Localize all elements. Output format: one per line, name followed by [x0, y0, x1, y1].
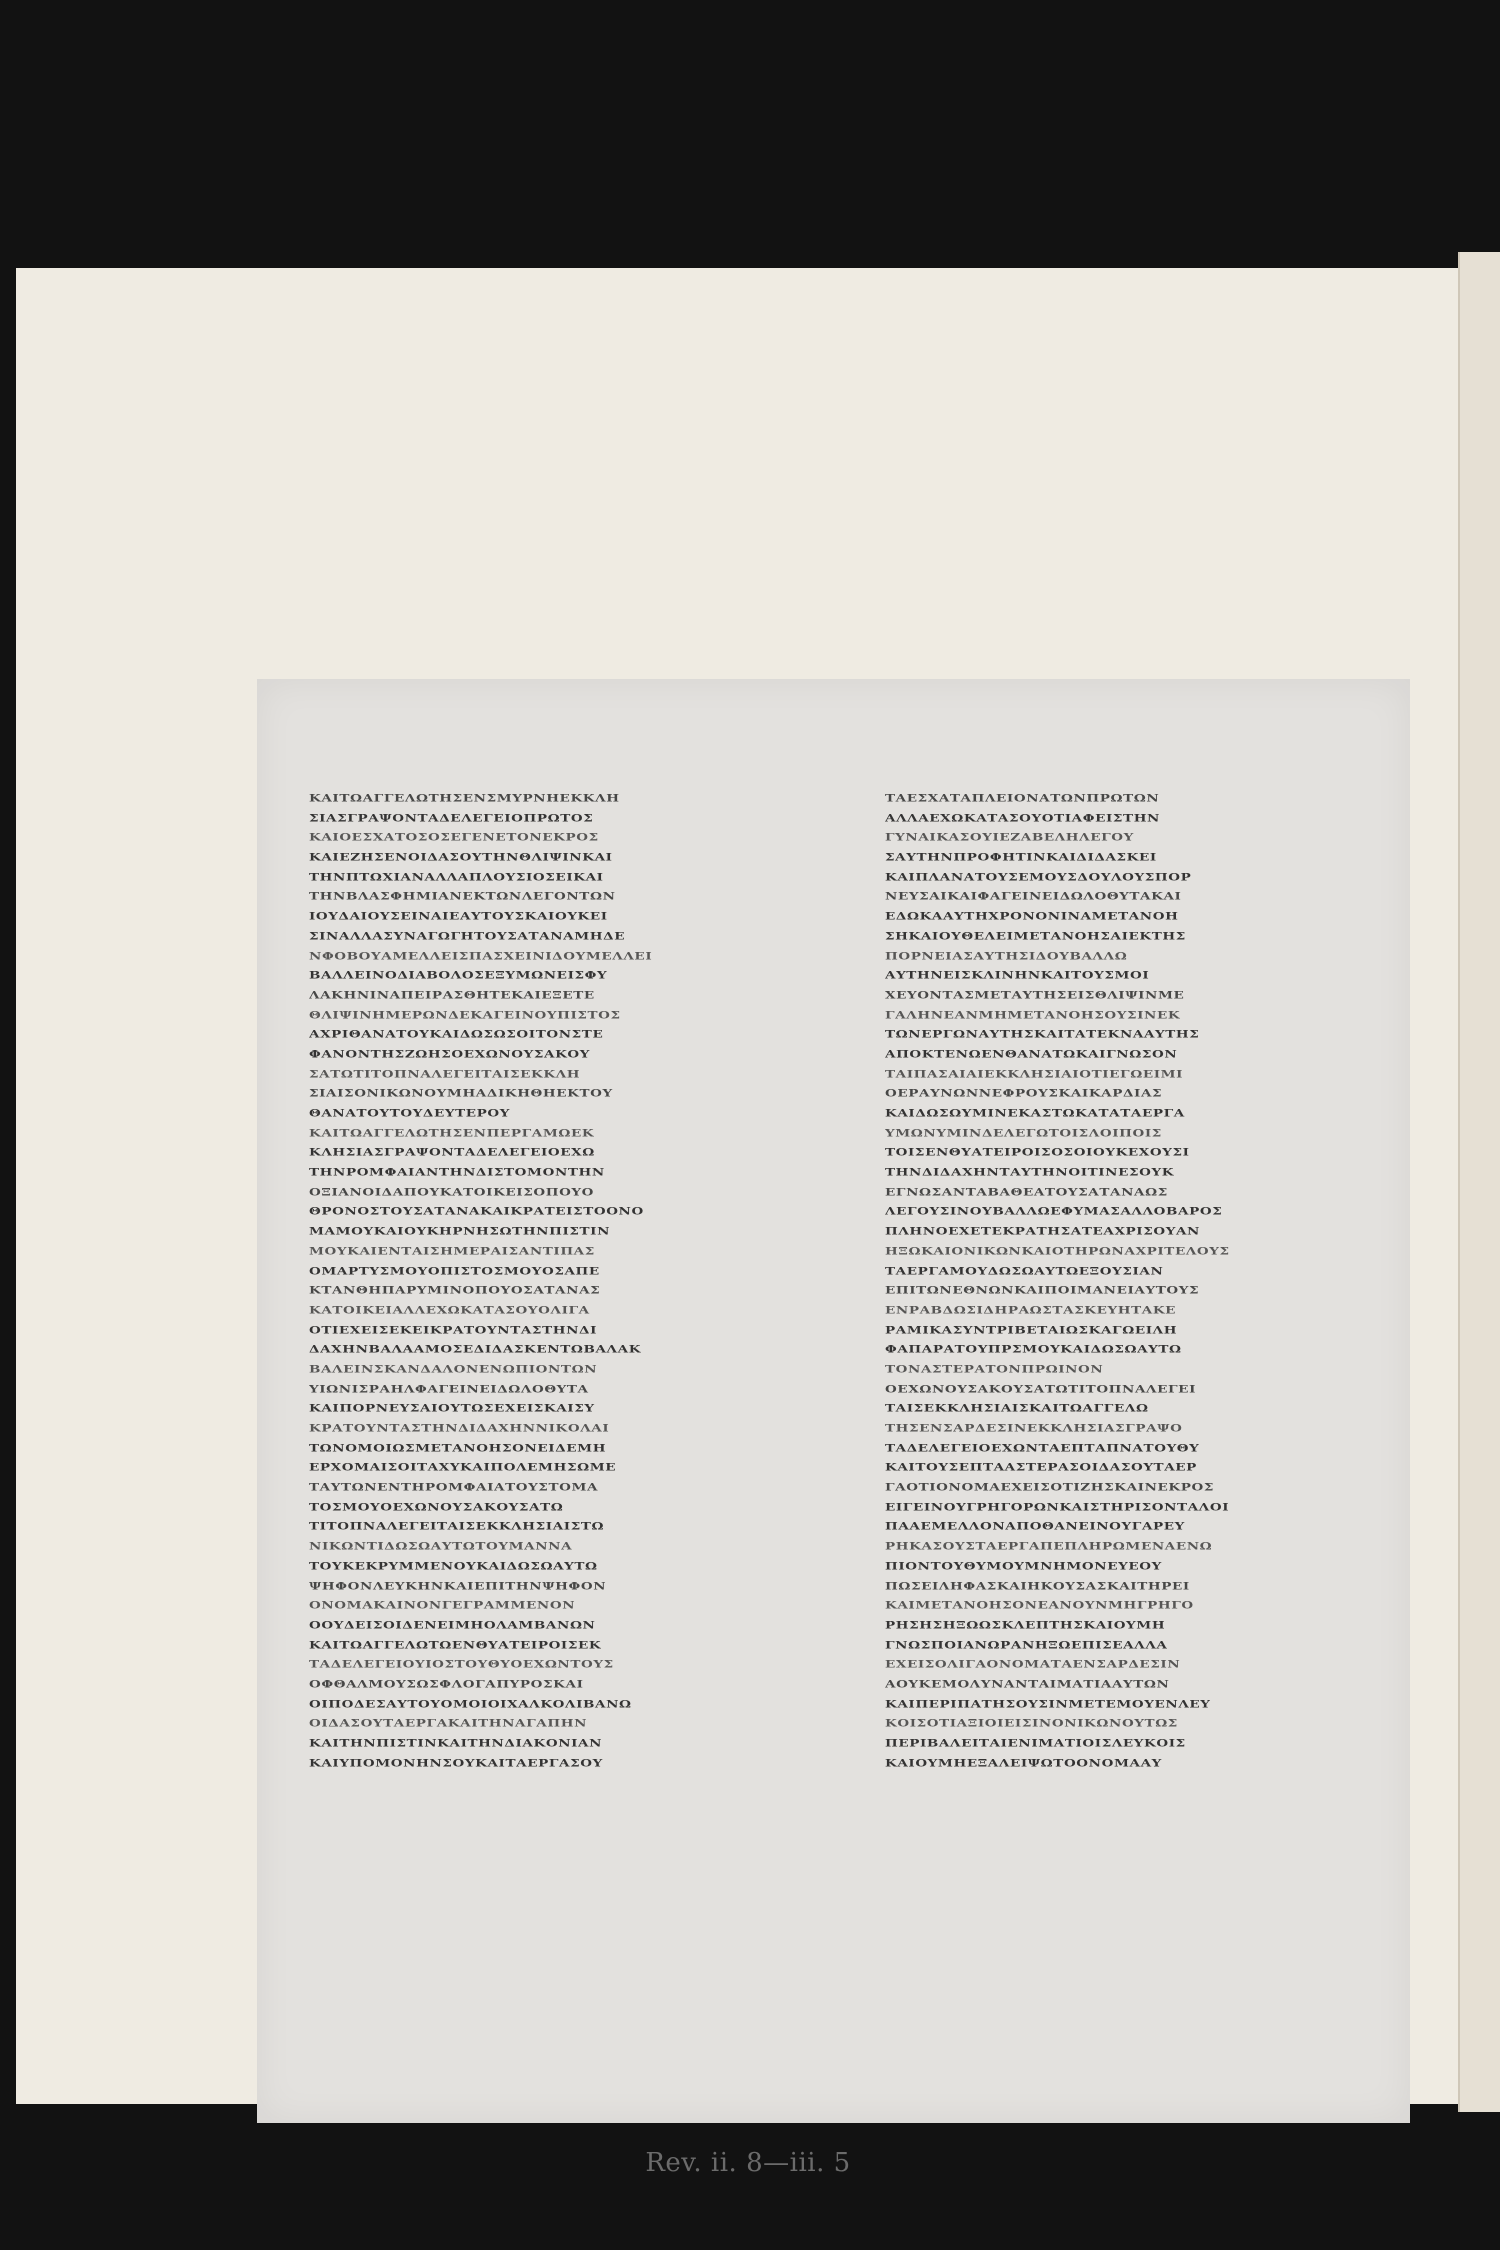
manuscript-line: ΚΑΙΤΩΑΓΓΕΛΩΤΗΣΕΝΠΕΡΓΑΜΩΕΚ	[309, 1126, 595, 1140]
manuscript-line: ΚΑΙΥΠΟΜΟΝΗΝΣΟΥΚΑΙΤΑΕΡΓΑΣΟΥ	[309, 1756, 603, 1770]
manuscript-line: ΤΟΝΑΣΤΕΡΑΤΟΝΠΡΩΙΝΟΝ	[885, 1362, 1104, 1376]
manuscript-line: ΟΞΙΑΝΟΙΔΑΠΟΥΚΑΤΟΙΚΕΙΣΟΠΟΥΟ	[309, 1185, 595, 1199]
manuscript-line: ΒΑΛΕΙΝΣΚΑΝΔΑΛΟΝΕΝΩΠΙΟΝΤΩΝ	[309, 1362, 598, 1376]
manuscript-line: ΛΑΚΗΝΙΝΑΠΕΙΡΑΣΘΗΤΕΚΑΙΕΞΕΤΕ	[309, 988, 595, 1002]
manuscript-line: ΤΟΙΣΕΝΘΥΑΤΕΙΡΟΙΣΟΣΟΙΟΥΚΕΧΟΥΣΙ	[885, 1146, 1190, 1159]
manuscript-line: ΣΙΝΑΛΛΑΣΥΝΑΓΩΓΗΤΟΥΣΑΤΑΝΑΜΗΔΕ	[309, 929, 626, 943]
manuscript-line: ΕΙΓΕΙΝΟΥΓΡΗΓΟΡΩΝΚΑΙΣΤΗΡΙΣΟΝΤΑΛΟΙ	[885, 1500, 1230, 1514]
manuscript-line: ΠΑΑΕΜΕΛΛΟΝΑΠΟΘΑΝΕΙΝΟΥΓΑΡΕΥ	[885, 1520, 1185, 1533]
manuscript-line: ΚΑΤΟΙΚΕΙΑΛΛΕΧΩΚΑΤΑΣΟΥΟΛΙΓΑ	[309, 1303, 590, 1317]
manuscript-line: ΚΑΙΠΕΡΙΠΑΤΗΣΟΥΣΙΝΜΕΤΕΜΟΥΕΝΛΕΥ	[885, 1697, 1211, 1711]
manuscript-line: ΤΑΥΤΩΝΕΝΤΗΡΟΜΦΑΙΑΤΟΥΣΤΟΜΑ	[309, 1481, 599, 1494]
manuscript-line: ΤΗΝΒΛΑΣΦΗΜΙΑΝΕΚΤΩΝΛΕΓΟΝΤΩΝ	[309, 890, 616, 903]
plate-caption: Rev. ii. 8—iii. 5	[645, 2148, 851, 2178]
manuscript-line: ΚΤΑΝΘΗΠΑΡΥΜΙΝΟΠΟΥΟΣΑΤΑΝΑΣ	[309, 1284, 601, 1297]
manuscript-line: ΚΑΙΤΗΝΠΙΣΤΙΝΚΑΙΤΗΝΔΙΑΚΟΝΙΑΝ	[309, 1736, 603, 1750]
manuscript-line: ΕΧΕΙΣΟΛΙΓΑΟΝΟΜΑΤΑΕΝΣΑΡΔΕΣΙΝ	[885, 1658, 1181, 1671]
manuscript-line: ΙΟΥΔΑΙΟΥΣΕΙΝΑΙΕΑΥΤΟΥΣΚΑΙΟΥΚΕΙ	[309, 910, 608, 923]
manuscript-line: ΝΕΥΣΑΙΚΑΙΦΑΓΕΙΝΕΙΔΩΛΟΘΥΤΑΚΑΙ	[885, 890, 1182, 903]
manuscript-line: ΜΟΥΚΑΙΕΝΤΑΙΣΗΜΕΡΑΙΣΑΝΤΙΠΑΣ	[309, 1244, 595, 1258]
manuscript-line: ΟΕΧΩΝΟΥΣΑΚΟΥΣΑΤΩΤΙΤΟΠΝΑΛΕΓΕΙ	[885, 1382, 1196, 1396]
manuscript-line: ΚΑΙΟΥΜΗΕΞΑΛΕΙΨΩΤΟΟΝΟΜΑΑΥ	[885, 1756, 1162, 1770]
manuscript-line: ΤΙΤΟΠΝΑΛΕΓΕΙΤΑΙΣΕΚΚΛΗΣΙΑΙΣΤΩ	[309, 1520, 605, 1533]
manuscript-line: ΟΤΙΕΧΕΙΣΕΚΕΙΚΡΑΤΟΥΝΤΑΣΤΗΝΔΙ	[309, 1323, 597, 1336]
manuscript-line: ΘΑΝΑΤΟΥΤΟΥΔΕΥΤΕΡΟΥ	[309, 1106, 511, 1120]
manuscript-line: ΑΥΤΗΝΕΙΣΚΛΙΝΗΝΚΑΙΤΟΥΣΜΟΙ	[885, 969, 1150, 982]
manuscript-line: ΚΑΙΠΛΑΝΑΤΟΥΣΕΜΟΥΣΔΟΥΛΟΥΣΠΟΡ	[885, 870, 1192, 884]
manuscript-line: ΣΗΚΑΙΟΥΘΕΛΕΙΜΕΤΑΝΟΗΣΑΙΕΚΤΗΣ	[885, 929, 1186, 943]
manuscript-line: ΚΛΗΣΙΑΣΓΡΑΨΟΝΤΑΔΕΛΕΓΕΙΟΕΧΩ	[309, 1146, 595, 1159]
manuscript-line: ΣΙΑΣΓΡΑΨΟΝΤΑΔΕΛΕΓΕΙΟΠΡΩΤΟΣ	[309, 811, 594, 825]
manuscript-facsimile-plate	[257, 679, 1410, 2123]
adjacent-page-edge	[1458, 252, 1500, 2112]
manuscript-line: ΘΡΟΝΟΣΤΟΥΣΑΤΑΝΑΚΑΙΚΡΑΤΕΙΣΤΟΟΝΟ	[309, 1205, 644, 1218]
manuscript-line: ΚΑΙΜΕΤΑΝΟΗΣΟΝΕΑΝΟΥΝΜΗΓΡΗΓΟ	[885, 1599, 1194, 1612]
manuscript-line: ΥΙΩΝΙΣΡΑΗΛΦΑΓΕΙΝΕΙΔΩΛΟΘΥΤΑ	[309, 1382, 589, 1396]
manuscript-line: ΡΗΣΗΣΗΞΩΩΣΚΛΕΠΤΗΣΚΑΙΟΥΜΗ	[885, 1618, 1166, 1632]
manuscript-line: ΤΑΔΕΛΕΓΕΙΟΥΙΟΣΤΟΥΘΥΟΕΧΩΝΤΟΥΣ	[309, 1658, 614, 1671]
manuscript-line: ΟΝΟΜΑΚΑΙΝΟΝΓΕΓΡΑΜΜΕΝΟΝ	[309, 1599, 576, 1612]
manuscript-line: ΚΑΙΠΟΡΝΕΥΣΑΙΟΥΤΩΣΕΧΕΙΣΚΑΙΣΥ	[309, 1402, 595, 1415]
manuscript-line: ΕΝΡΑΒΔΩΣΙΔΗΡΑΩΣΤΑΣΚΕΥΗΤΑΚΕ	[885, 1303, 1177, 1317]
manuscript-line: ΤΗΣΕΝΣΑΡΔΕΣΙΝΕΚΚΛΗΣΙΑΣΓΡΑΨΟ	[885, 1421, 1183, 1435]
manuscript-line: ΛΕΓΟΥΣΙΝΟΥΒΑΛΛΩΕΦΥΜΑΣΑΛΛΟΒΑΡΟΣ	[885, 1205, 1223, 1218]
manuscript-line: ΤΟΣΜΟΥΟΕΧΩΝΟΥΣΑΚΟΥΣΑΤΩ	[309, 1500, 564, 1514]
manuscript-line: ΑΧΡΙΘΑΝΑΤΟΥΚΑΙΔΩΣΩΣΟΙΤΟΝΣΤΕ	[309, 1028, 604, 1041]
manuscript-line: ΤΑΕΡΓΑΜΟΥΔΩΣΩΑΥΤΩΕΞΟΥΣΙΑΝ	[885, 1264, 1164, 1277]
manuscript-line: ΟΦΘΑΛΜΟΥΣΩΣΦΛΟΓΑΠΥΡΟΣΚΑΙ	[309, 1677, 584, 1691]
manuscript-line: ΚΡΑΤΟΥΝΤΑΣΤΗΝΔΙΔΑΧΗΝΝΙΚΟΛΑΙ	[309, 1421, 610, 1435]
manuscript-line: ΤΩΝΟΜΟΙΩΣΜΕΤΑΝΟΗΣΟΝΕΙΔΕΜΗ	[309, 1441, 607, 1455]
manuscript-line: ΔΑΧΗΝΒΑΛΑΑΜΟΣΕΔΙΔΑΣΚΕΝΤΩΒΑΛΑΚ	[309, 1343, 642, 1356]
manuscript-line: ΕΡΧΟΜΑΙΣΟΙΤΑΧΥΚΑΙΠΟΛΕΜΗΣΩΜΕ	[309, 1461, 617, 1474]
manuscript-line: ΠΛΗΝΟΕΧΕΤΕΚΡΑΤΗΣΑΤΕΑΧΡΙΣΟΥΑΝ	[885, 1225, 1200, 1238]
manuscript-line: ΦΑΠΑΡΑΤΟΥΠΡΣΜΟΥΚΑΙΔΩΣΩΑΥΤΩ	[885, 1343, 1182, 1356]
manuscript-line: ΨΗΦΟΝΛΕΥΚΗΝΚΑΙΕΠΙΤΗΝΨΗΦΟΝ	[309, 1579, 607, 1592]
manuscript-line: ΤΗΝΔΙΔΑΧΗΝΤΑΥΤΗΝΟΙΤΙΝΕΣΟΥΚ	[885, 1166, 1175, 1179]
book-page	[16, 268, 1480, 2178]
manuscript-line: ΚΑΙΤΩΑΓΓΕΛΩΤΗΣΕΝΣΜΥΡΝΗΕΚΚΛΗ	[309, 791, 620, 805]
manuscript-line: ΡΑΜΙΚΑΣΥΝΤΡΙΒΕΤΑΙΩΣΚΑΓΩΕΙΛΗ	[885, 1323, 1178, 1336]
manuscript-line: ΠΟΡΝΕΙΑΣΑΥΤΗΣΙΔΟΥΒΑΛΛΩ	[885, 949, 1128, 962]
manuscript-line: ΤΗΝΠΤΩΧΙΑΝΑΛΛΑΠΛΟΥΣΙΟΣΕΙΚΑΙ	[309, 870, 604, 884]
manuscript-line: ΚΑΙΕΖΗΣΕΝΟΙΔΑΣΟΥΤΗΝΘΛΙΨΙΝΚΑΙ	[309, 851, 613, 864]
manuscript-line: ΚΑΙΤΩΑΓΓΕΛΩΤΩΕΝΘΥΑΤΕΙΡΟΙΣΕΚ	[309, 1638, 602, 1651]
manuscript-line: ΟΟΥΔΕΙΣΟΙΔΕΝΕΙΜΗΟΛΑΜΒΑΝΩΝ	[309, 1618, 596, 1632]
manuscript-line: ΟΕΡΑΥΝΩΝΝΕΦΡΟΥΣΚΑΙΚΑΡΔΙΑΣ	[885, 1087, 1163, 1100]
manuscript-line: ΗΞΩΚΑΙΟΝΙΚΩΝΚΑΙΟΤΗΡΩΝΑΧΡΙΤΕΛΟΥΣ	[885, 1244, 1230, 1258]
manuscript-line: ΦΑΝΟΝΤΗΣΖΩΗΣΟΕΧΩΝΟΥΣΑΚΟΥ	[309, 1047, 591, 1061]
manuscript-line: ΝΦΟΒΟΥΑΜΕΛΛΕΙΣΠΑΣΧΕΙΝΙΔΟΥΜΕΛΛΕΙ	[309, 949, 653, 962]
manuscript-line: ΠΕΡΙΒΑΛΕΙΤΑΙΕΝΙΜΑΤΙΟΙΣΛΕΥΚΟΙΣ	[885, 1736, 1186, 1750]
manuscript-line: ΣΑΤΩΤΙΤΟΠΝΑΛΕΓΕΙΤΑΙΣΕΚΚΛΗ	[309, 1067, 581, 1081]
manuscript-line: ΓΥΝΑΙΚΑΣΟΥΙΕΖΑΒΕΛΗΛΕΓΟΥ	[885, 831, 1134, 844]
manuscript-line: ΓΑΛΗΝΕΑΝΜΗΜΕΤΑΝΟΗΣΟΥΣΙΝΕΚ	[885, 1008, 1181, 1021]
manuscript-line: ΣΑΥΤΗΝΠΡΟΦΗΤΙΝΚΑΙΔΙΔΑΣΚΕΙ	[885, 851, 1157, 864]
manuscript-line: ΤΑΙΠΑΣΑΙΑΙΕΚΚΛΗΣΙΑΙΟΤΙΕΓΩΕΙΜΙ	[885, 1067, 1184, 1081]
manuscript-line: ΕΔΩΚΑΑΥΤΗΧΡΟΝΟΝΙΝΑΜΕΤΑΝΟΗ	[885, 910, 1179, 923]
manuscript-line: ΚΑΙΤΟΥΣΕΠΤΑΑΣΤΕΡΑΣΟΙΔΑΣΟΥΤΑΕΡ	[885, 1461, 1197, 1474]
manuscript-line: ΘΛΙΨΙΝΗΜΕΡΩΝΔΕΚΑΓΕΙΝΟΥΠΙΣΤΟΣ	[309, 1008, 621, 1021]
manuscript-line: ΑΠΟΚΤΕΝΩΕΝΘΑΝΑΤΩΚΑΙΓΝΩΣΟΝ	[885, 1047, 1178, 1061]
manuscript-line: ΤΟΥΚΕΚΡΥΜΜΕΝΟΥΚΑΙΔΩΣΩΑΥΤΩ	[309, 1559, 598, 1573]
manuscript-line: ΠΙΟΝΤΟΥΘΥΜΟΥΜΝΗΜΟΝΕΥΕΟΥ	[885, 1559, 1162, 1573]
manuscript-line: ΒΑΛΛΕΙΝΟΔΙΑΒΟΛΟΣΕΞΥΜΩΝΕΙΣΦΥ	[309, 969, 608, 982]
manuscript-left-column	[309, 789, 809, 1773]
manuscript-line: ΓΝΩΣΠΟΙΑΝΩΡΑΝΗΞΩΕΠΙΣΕΑΛΛΑ	[885, 1638, 1168, 1651]
manuscript-right-column	[885, 789, 1385, 1773]
manuscript-line: ΚΑΙΟΕΣΧΑΤΟΣΟΣΕΓΕΝΕΤΟΝΕΚΡΟΣ	[309, 831, 599, 844]
manuscript-line: ΟΙΠΟΔΕΣΑΥΤΟΥΟΜΟΙΟΙΧΑΛΚΟΛΙΒΑΝΩ	[309, 1697, 632, 1711]
manuscript-line: ΑΟΥΚΕΜΟΛΥΝΑΝΤΑΙΜΑΤΙΑΑΥΤΩΝ	[885, 1677, 1170, 1691]
manuscript-line: ΣΙΑΙΣΟΝΙΚΩΝΟΥΜΗΑΔΙΚΗΘΗΕΚΤΟΥ	[309, 1087, 613, 1100]
manuscript-line: ΟΜΑΡΤΥΣΜΟΥΟΠΙΣΤΟΣΜΟΥΟΣΑΠΕ	[309, 1264, 600, 1277]
manuscript-line: ΤΑΙΣΕΚΚΛΗΣΙΑΙΣΚΑΙΤΩΑΓΓΕΛΩ	[885, 1402, 1149, 1415]
manuscript-line: ΚΟΙΣΟΤΙΑΞΙΟΙΕΙΣΙΝΟΝΙΚΩΝΟΥΤΩΣ	[885, 1717, 1178, 1730]
manuscript-line: ΤΗΝΡΟΜΦΑΙΑΝΤΗΝΔΙΣΤΟΜΟΝΤΗΝ	[309, 1166, 605, 1179]
manuscript-line: ΕΓΝΩΣΑΝΤΑΒΑΘΕΑΤΟΥΣΑΤΑΝΑΩΣ	[885, 1185, 1168, 1199]
manuscript-line: ΠΩΣΕΙΛΗΦΑΣΚΑΙΗΚΟΥΣΑΣΚΑΙΤΗΡΕΙ	[885, 1579, 1190, 1592]
manuscript-line: ΡΗΚΑΣΟΥΣΤΑΕΡΓΑΠΕΠΛΗΡΩΜΕΝΑΕΝΩ	[885, 1540, 1213, 1553]
manuscript-line: ΤΩΝΕΡΓΩΝΑΥΤΗΣΚΑΙΤΑΤΕΚΝΑΑΥΤΗΣ	[885, 1028, 1200, 1041]
manuscript-line: ΟΙΔΑΣΟΥΤΑΕΡΓΑΚΑΙΤΗΝΑΓΑΠΗΝ	[309, 1717, 588, 1730]
manuscript-line: ΕΠΙΤΩΝΕΘΝΩΝΚΑΙΠΟΙΜΑΝΕΙΑΥΤΟΥΣ	[885, 1284, 1200, 1297]
manuscript-line: ΝΙΚΩΝΤΙΔΩΣΩΑΥΤΩΤΟΥΜΑΝΝΑ	[309, 1540, 573, 1553]
manuscript-line: ΚΑΙΔΩΣΩΥΜΙΝΕΚΑΣΤΩΚΑΤΑΤΑΕΡΓΑ	[885, 1106, 1185, 1120]
manuscript-line: ΧΕΥΟΝΤΑΣΜΕΤΑΥΤΗΣΕΙΣΘΛΙΨΙΝΜΕ	[885, 988, 1185, 1002]
manuscript-line: ΥΜΩΝΥΜΙΝΔΕΛΕΓΩΤΟΙΣΛΟΙΠΟΙΣ	[885, 1126, 1162, 1140]
manuscript-line: ΜΑΜΟΥΚΑΙΟΥΚΗΡΝΗΣΩΤΗΝΠΙΣΤΙΝ	[309, 1225, 611, 1238]
manuscript-line: ΤΑΕΣΧΑΤΑΠΛΕΙΟΝΑΤΩΝΠΡΩΤΩΝ	[885, 791, 1160, 805]
manuscript-line: ΓΑΟΤΙΟΝΟΜΑΕΧΕΙΣΟΤΙΖΗΣΚΑΙΝΕΚΡΟΣ	[885, 1481, 1214, 1494]
manuscript-line: ΤΑΔΕΛΕΓΕΙΟΕΧΩΝΤΑΕΠΤΑΠΝΑΤΟΥΘΥ	[885, 1441, 1200, 1455]
manuscript-line: ΑΛΛΑΕΧΩΚΑΤΑΣΟΥΟΤΙΑΦΕΙΣΤΗΝ	[885, 811, 1160, 825]
